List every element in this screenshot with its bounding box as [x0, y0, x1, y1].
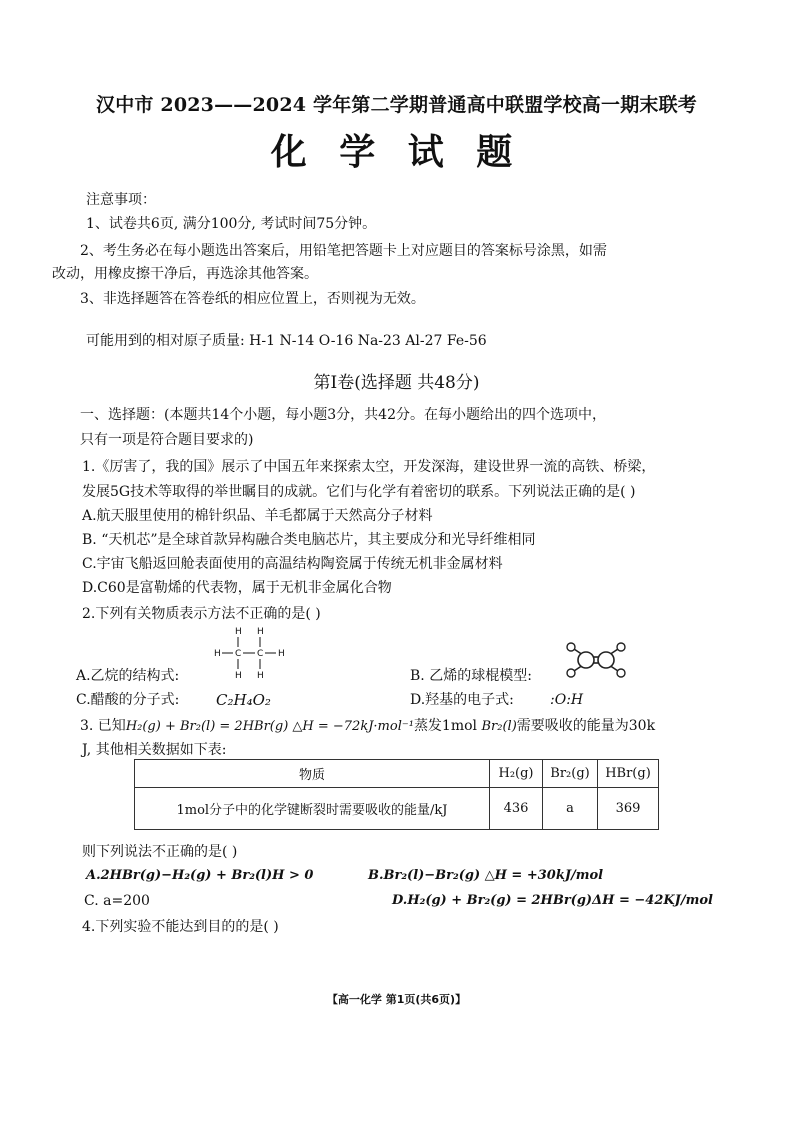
- ethylene-ball-stick-model: [564, 640, 628, 680]
- q1-option-b: B. “天机芯”是全球首款异构融合类电脑芯片，其主要成分和光导纤维相同: [82, 532, 536, 548]
- table-cell-br2: a: [543, 788, 598, 830]
- bond-energy-table: [134, 759, 659, 830]
- q3-option-a: A.2HBr(g)−H₂(g) + Br₂(l)H > 0: [86, 868, 314, 883]
- q3-stem-mid: 蒸发1mol: [413, 718, 478, 734]
- note-2-line-1: 2、考生务必在每小题选出答案后，用铅笔把答题卡上对应题目的答案标号涂黑，如需: [80, 243, 607, 259]
- q2-option-d: D.羟基的电子式:: [410, 692, 514, 708]
- table-cell-h2: 436: [490, 788, 543, 830]
- q1-option-d: D.C60是富勒烯的代表物，属于无机非金属化合物: [82, 580, 392, 596]
- note-1: 1、试卷共6页, 满分100分, 考试时间75分钟。: [86, 216, 377, 232]
- q3-stem-line-2: J, 其他相关数据如下表:: [82, 742, 227, 758]
- page-footer: 【高一化学 第1页(共6页)】: [326, 993, 467, 1006]
- table-header-br2: Br₂(g): [543, 760, 598, 788]
- atomic-masses: 可能用到的相对原子质量: H-1 N-14 O-16 Na-23 Al-27 Fe-56: [86, 333, 487, 349]
- hydroxyl-electron-formula: :O:H: [550, 692, 584, 708]
- ethane-h-bottom-left: H: [235, 671, 242, 681]
- table-row-label: 1mol分子中的化学键断裂时需要吸收的能量/kJ: [135, 788, 490, 830]
- ethane-h-top-left: H: [235, 627, 242, 637]
- exam-title-line: 汉中市 2023——2024 学年第二学期普通高中联盟学校高一期末联考: [96, 94, 697, 116]
- q3-stem-suffix: 需要吸收的能量为30k: [516, 718, 656, 734]
- q3-option-b: B.Br₂(l)−Br₂(g) △H = +30kJ/mol: [368, 868, 604, 883]
- q1-stem-line-1: 1.《厉害了，我的国》展示了中国五年来探索太空，开发深海，建设世界一流的高铁、桥梁，: [82, 459, 656, 475]
- section-title: 第Ⅰ卷(选择题 共48分): [313, 373, 480, 393]
- q2-option-a: A.乙烷的结构式:: [76, 668, 180, 684]
- table-header-hbr: HBr(g): [598, 760, 659, 788]
- q3-stem-line-1: [80, 716, 655, 737]
- notes-heading: 注意事项：: [86, 192, 156, 208]
- q4-stem: 4.下列实验不能达到目的的是( ): [82, 919, 279, 935]
- table-header-row: [135, 760, 659, 788]
- subject-title: 化 学 试 题: [270, 131, 523, 173]
- ethane-h-top-right: H: [257, 627, 264, 637]
- q2-option-c: C.醋酸的分子式:: [76, 692, 180, 708]
- q3-species: Br₂(l): [481, 719, 517, 734]
- ethane-c-1: C: [235, 649, 242, 659]
- ethane-h-left: H: [214, 649, 221, 659]
- acetic-acid-formula: C₂H₄O₂: [216, 691, 271, 709]
- q2-stem: 2.下列有关物质表示方法不正确的是( ): [82, 606, 321, 622]
- q3-option-c: C. a=200: [84, 893, 150, 909]
- note-3: 3、非选择题答在答卷纸的相应位置上，否则视为无效。: [80, 291, 425, 307]
- q2-option-b: B. 乙烯的球棍模型:: [410, 668, 532, 684]
- note-2-line-2: 改动，用橡皮擦干净后，再选涂其他答案。: [52, 266, 318, 282]
- q1-stem-line-2: 发展5G技术等取得的举世瞩目的成就。它们与化学有着密切的联系。下列说法正确的是( ): [82, 484, 636, 500]
- q3-question: 则下列说法不正确的是( ): [82, 844, 238, 860]
- q3-option-d: D.H₂(g) + Br₂(g) = 2HBr(g)ΔH = −42KJ/mol: [392, 893, 713, 908]
- ethane-c-2: C: [257, 649, 264, 659]
- section-instructions-line-1: 一、选择题：(本题共14个小题，每小题3分，共42分。在每小题给出的四个选项中，: [80, 407, 606, 423]
- q1-option-c: C.宇宙飞船返回舱表面使用的高温结构陶瓷属于传统无机非金属材料: [82, 556, 503, 572]
- section-instructions-line-2: 只有一项是符合题目要求的): [80, 432, 254, 448]
- ethane-structural-formula: [214, 624, 290, 682]
- q1-option-a: A.航天服里使用的棉针织品、羊毛都属于天然高分子材料: [82, 508, 433, 524]
- table-row: [135, 788, 659, 830]
- table-header-h2: H₂(g): [490, 760, 543, 788]
- ethane-h-bottom-right: H: [257, 671, 264, 681]
- q3-equation: H₂(g) + Br₂(l) = 2HBr(g) △H = −72kJ·mol⁻¹: [125, 719, 414, 734]
- table-cell-hbr: 369: [598, 788, 659, 830]
- q3-stem-prefix: 3. 已知: [80, 718, 126, 734]
- table-header-substance: 物质: [135, 760, 490, 788]
- ethane-h-right: H: [278, 649, 285, 659]
